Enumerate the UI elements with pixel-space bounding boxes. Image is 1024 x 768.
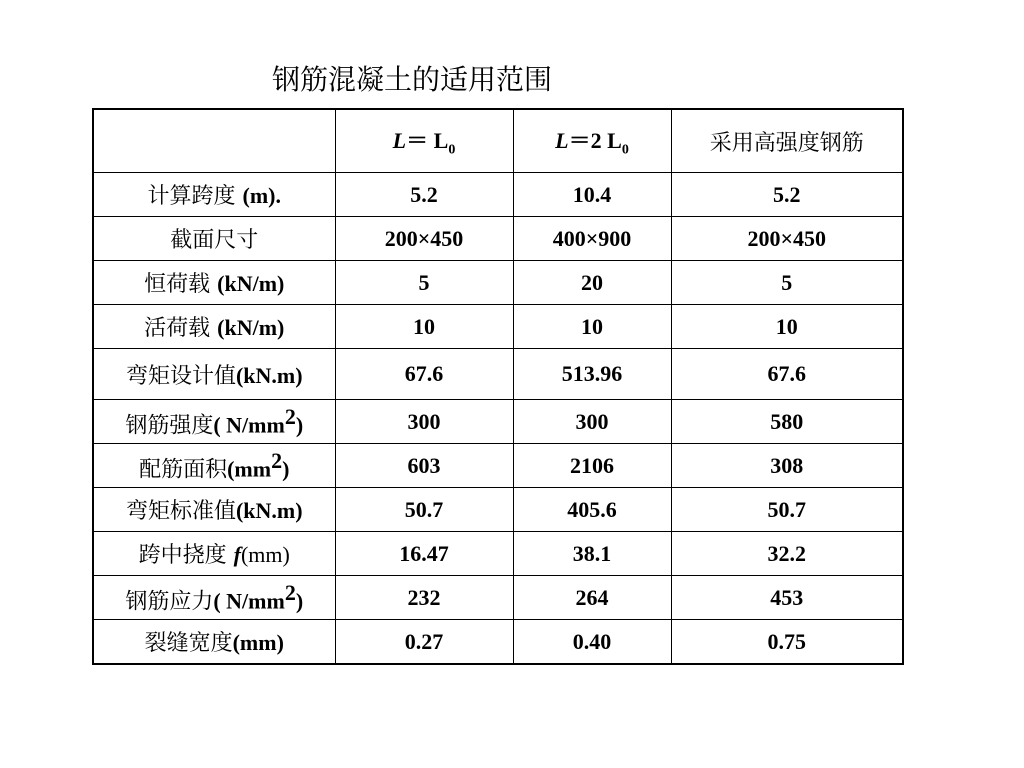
row-label-text: 弯矩标准值	[125, 499, 236, 524]
table-row	[93, 532, 903, 576]
table-row	[93, 576, 903, 620]
row-label-superscript: 2	[284, 403, 296, 429]
row-label-unit: (kN.m)	[235, 498, 303, 523]
table-cell: 5.2	[335, 173, 513, 217]
row-label-text: 截面尺寸	[170, 228, 259, 253]
row-label	[93, 261, 335, 305]
table-cell: 513.96	[513, 349, 671, 400]
row-label-text: 跨中挠度	[138, 543, 234, 568]
row-label-unit: (m).	[242, 183, 281, 208]
table-cell: 10	[671, 305, 903, 349]
row-label-unit: (mm	[227, 456, 272, 482]
table-cell: 0.75	[671, 620, 903, 665]
row-label-text: 钢筋应力	[125, 589, 214, 615]
row-label-unit-close: )	[282, 456, 290, 482]
header-cell-l0	[335, 109, 513, 173]
table-cell: 200×450	[335, 217, 513, 261]
row-label-unit: (kN.m)	[235, 362, 303, 388]
row-label-text: 计算跨度	[147, 184, 243, 209]
table-cell: 453	[671, 576, 903, 620]
table-body	[93, 173, 903, 665]
table-cell: 405.6	[513, 488, 671, 532]
table-cell: 20	[513, 261, 671, 305]
row-label	[93, 488, 335, 532]
table-cell: 5.2	[671, 173, 903, 217]
row-label	[93, 444, 335, 488]
table-cell: 300	[513, 400, 671, 444]
table-cell: 308	[671, 444, 903, 488]
table-cell: 67.6	[671, 349, 903, 400]
table-row	[93, 400, 903, 444]
row-label	[93, 576, 335, 620]
row-label-symbol: f	[233, 542, 241, 567]
header-cell-high-strength	[671, 109, 903, 173]
table-cell: 264	[513, 576, 671, 620]
table-cell: 32.2	[671, 532, 903, 576]
table-cell: 2106	[513, 444, 671, 488]
row-label-unit: (kN/m)	[217, 271, 285, 296]
row-label-unit: (kN/m)	[217, 315, 285, 340]
row-label	[93, 217, 335, 261]
table-cell: 603	[335, 444, 513, 488]
table-cell: 232	[335, 576, 513, 620]
table-cell: 38.1	[513, 532, 671, 576]
header-var: L	[392, 127, 407, 153]
row-label-text: 弯矩设计值	[125, 363, 236, 389]
row-label-superscript: 2	[271, 447, 283, 473]
header-cell-empty	[93, 109, 335, 173]
table-cell: 50.7	[671, 488, 903, 532]
table-row	[93, 349, 903, 400]
header-rest: ＝ L	[406, 127, 449, 153]
table-row	[93, 444, 903, 488]
row-label-text: 钢筋强度	[125, 413, 214, 439]
row-label-text: 恒荷载	[144, 272, 218, 297]
row-label-superscript: 2	[284, 579, 296, 605]
header-cell-2l0	[513, 109, 671, 173]
table-cell: 400×900	[513, 217, 671, 261]
header-sub: 0	[621, 142, 629, 158]
table-row	[93, 305, 903, 349]
row-label	[93, 400, 335, 444]
table-cell: 5	[335, 261, 513, 305]
data-table	[92, 108, 904, 665]
table-cell: 67.6	[335, 349, 513, 400]
row-label	[93, 173, 335, 217]
row-label	[93, 620, 335, 665]
table-cell: 0.27	[335, 620, 513, 665]
table-cell: 16.47	[335, 532, 513, 576]
table-cell: 300	[335, 400, 513, 444]
table-row	[93, 620, 903, 665]
row-label	[93, 305, 335, 349]
table-row	[93, 173, 903, 217]
row-label	[93, 532, 335, 576]
table-cell: 10	[513, 305, 671, 349]
row-label-unit-close: )	[295, 412, 304, 438]
table-cell: 10.4	[513, 173, 671, 217]
table-cell: 10	[335, 305, 513, 349]
table-row	[93, 217, 903, 261]
table-cell: 200×450	[671, 217, 903, 261]
table-cell: 5	[671, 261, 903, 305]
table-cell: 580	[671, 400, 903, 444]
table-cell: 0.40	[513, 620, 671, 665]
row-label-unit: ( N/mm	[213, 588, 285, 614]
table-row	[93, 261, 903, 305]
header-sub: 0	[448, 142, 456, 158]
row-label-text: 裂缝宽度	[144, 631, 233, 656]
row-label-unit-close: )	[295, 588, 304, 614]
row-label-unit: (mm)	[232, 630, 284, 655]
header-var: L	[555, 127, 569, 153]
row-label-text: 配筋面积	[139, 457, 228, 483]
header-label: 采用高强度钢筋	[709, 130, 864, 156]
page-title: 钢筋混凝土的适用范围	[272, 63, 553, 96]
row-label	[93, 349, 335, 400]
header-rest: ＝2 L	[568, 127, 622, 153]
row-label-text: 活荷载	[144, 316, 218, 341]
table-cell: 50.7	[335, 488, 513, 532]
table-row	[93, 488, 903, 532]
row-label-unit: (mm)	[240, 542, 290, 567]
row-label-unit: ( N/mm	[213, 412, 285, 438]
table-header-row	[93, 109, 903, 173]
